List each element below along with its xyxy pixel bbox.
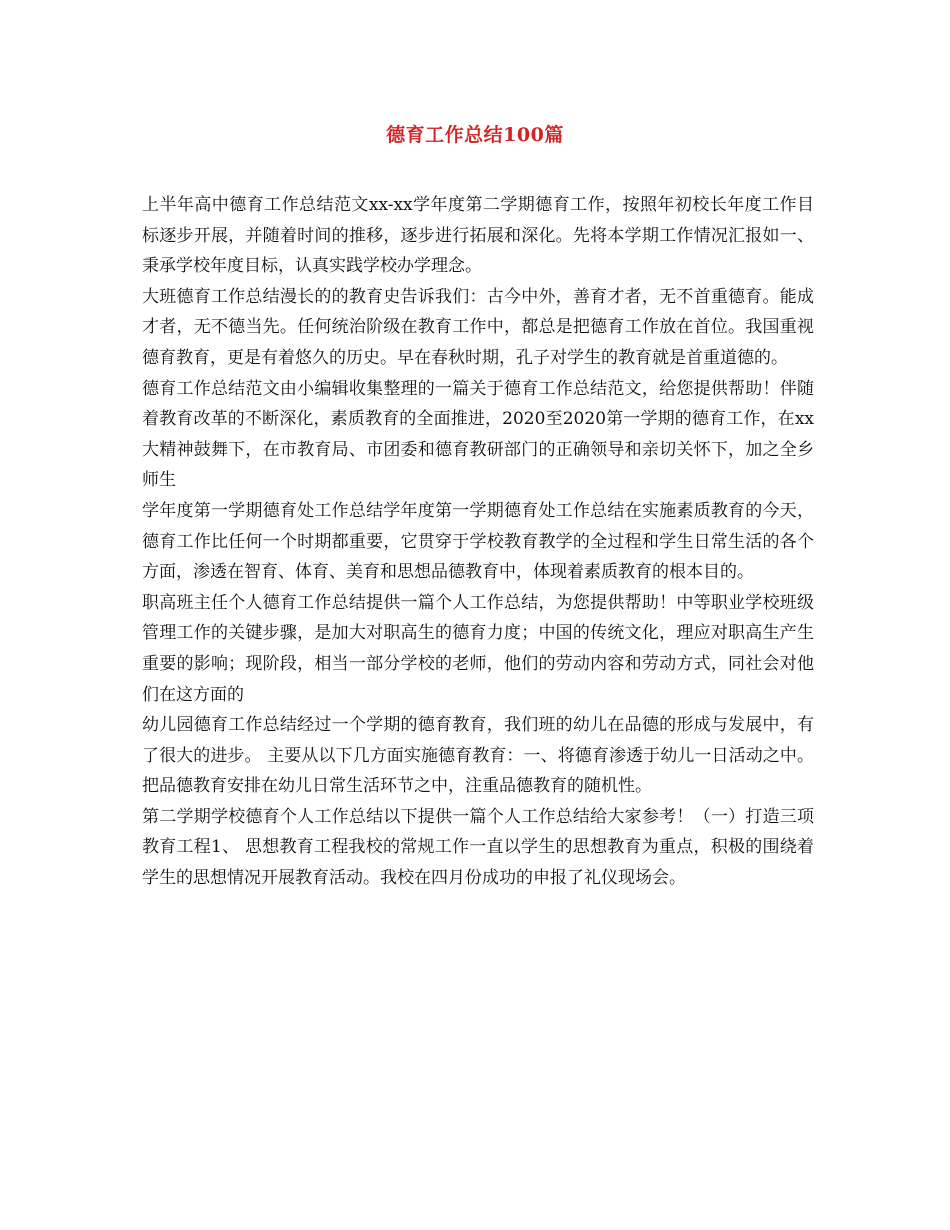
paragraph-5: 职高班主任个人德育工作总结提供一篇个人工作总结，为您提供帮助！中等职业学校班级管理工作的关键步骤，是加大对职高生的德育力度；中国的传统文化，理应对职高生产生重要的影响；现阶段，相当一部分学校的老师，他们的劳动内容和劳动方式，同社会对他们在这方面的 (142, 592, 814, 705)
paragraph-1: 上半年高中德育工作总结范文xx-xx学年度第二学期德育工作，按照年初校长年度工作目标逐步开展，并随着时间的推移，逐步进行拓展和深化。先将本学期工作情况汇报如一、秉承学校年度目标，认真实践学校办学理念。 (142, 195, 814, 277)
document-title: 德育工作总结100篇 (386, 124, 564, 146)
paragraph-3: 德育工作总结范文由小编辑收集整理的一篇关于德育工作总结范文，给您提供帮助！伴随着教育改革的不断深化，素质教育的全面推进，2020至2020第一学期的德育工作，在xx大精神鼓舞下，在市教育局、市团委和德育教研部门的正确领导和亲切关怀下，加之全乡师生 (142, 378, 814, 491)
document-body (142, 190, 814, 894)
paragraph-4: 学年度第一学期德育处工作总结学年度第一学期德育处工作总结在实施素质教育的今天，德育工作比任何一个时期都重要，它贯穿于学校教育教学的全过程和学生日常生活的各个方面，渗透在智育、体育、美育和思想品德教育中，体现着素质教育的根本目的。 (142, 500, 814, 583)
paragraph-6: 幼儿园德育工作总结经过一个学期的德育教育，我们班的幼儿在品德的形成与发展中，有了很大的进步。 主要从以下几方面实施德育教育：一、将德育渗透于幼儿一日活动之中。把品德教育安排在幼儿日常生活环节之中，注重品德教育的随机性。 (142, 715, 814, 797)
paragraph-2: 大班德育工作总结漫长的的教育史告诉我们：古今中外，善育才者，无不首重德育。能成才者，无不德当先。任何统治阶级在教育工作中，都总是把德育工作放在首位。我国重视德育教育，更是有着悠久的历史。早在春秋时期，孔子对学生的教育就是首重道德的。 (142, 286, 814, 368)
paragraph-7: 第二学期学校德育个人工作总结以下提供一篇个人工作总结给大家参考！（一）打造三项教育工程1、 思想教育工程我校的常规工作一直以学生的思想教育为重点，积极的围绕着学生的思想情况开展教育活动。我校在四月份成功的申报了礼仪现场会。 (142, 806, 814, 889)
